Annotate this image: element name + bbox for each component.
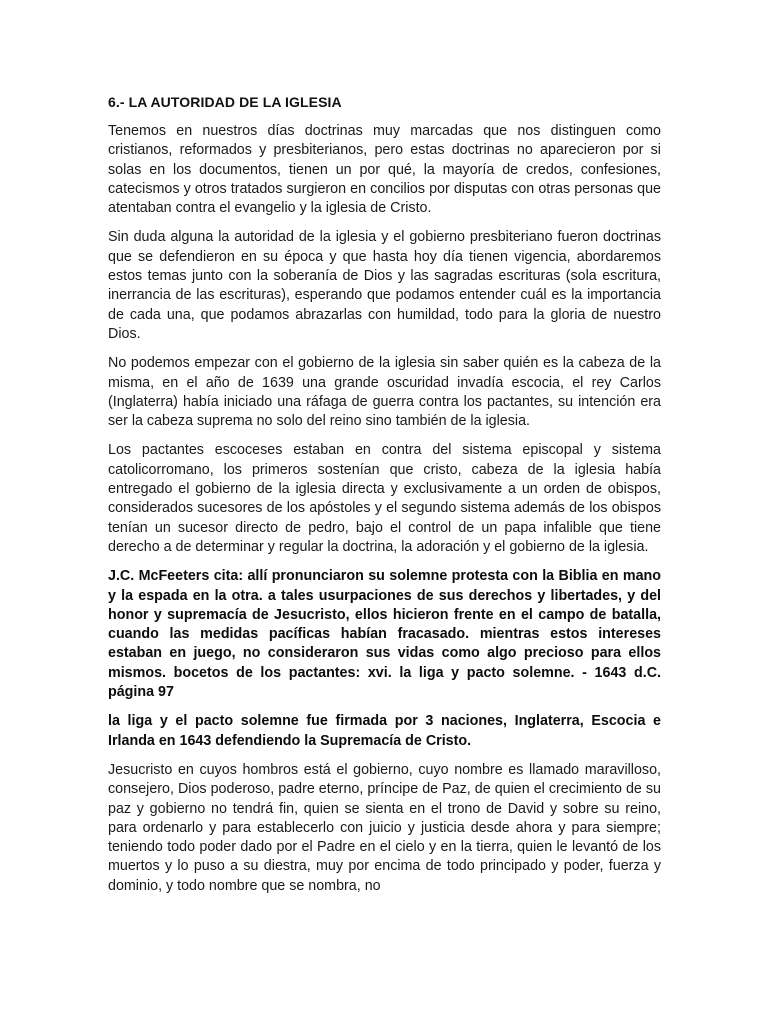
- paragraph-doctrines: Tenemos en nuestros días doctrinas muy marcadas que nos distinguen como cristianos, reformados y presbiterianos, pero estas doctrinas no aparecieron por si solas en los documentos, tienen un por qué, la mayoría de credos, confesiones, catecismos y otros tratados surgieron en concilios por disputas con otras personas que atentaban contra el evangelio y la iglesia de Cristo.: [108, 123, 661, 217]
- section-heading: 6.- LA AUTORIDAD DE LA IGLESIA: [108, 94, 342, 110]
- paragraph-covenanters: Los pactantes escoceses estaban en contra del sistema episcopal y sistema catolicorromano, los primeros sostenían que cristo, cabeza de la iglesia había entregado el gobierno de la iglesia directa y exclusivamente a un orden de obispos, considerados sucesores de los apóstoles y el segundo sistema además de los obispos tenían un sucesor directo de pedro, bajo el control de un papa infalible que tiene derecho a de determinar y regular la doctrina, la adoración y el gobierno de la iglesia.: [108, 442, 661, 555]
- document-page: [108, 92, 661, 906]
- paragraph-head-of-church: No podemos empezar con el gobierno de la iglesia sin saber quién es la cabeza de la misma, en el año de 1639 una grande oscuridad invadía escocia, el rey Carlos (Inglaterra) había iniciado una ráfaga de guerra contra los pactantes, su intención era ser la cabeza suprema no solo del reino sino también de la iglesia.: [108, 355, 661, 430]
- quote-mcfeeters: J.C. McFeeters cita: allí pronunciaron su solemne protesta con la Biblia en mano y la espada en la otra. a tales usurpaciones de sus derechos y libertades, y del honor y supremacía de Jesucristo, ellos hicieron frente en el campo de batalla, cuando las medidas pacíficas habían fracasado. mientras estos intereses estaban en juego, no consideraron sus vidas como algo precioso para ellos mismos. bocetos de los pactantes: xvi. la liga y pacto solemne. - 1643 d.C. página 97: [108, 568, 661, 701]
- paragraph-jesus-christ-government: Jesucristo en cuyos hombros está el gobierno, cuyo nombre es llamado maravilloso, consejero, Dios poderoso, padre eterno, príncipe de Paz, de quien el crecimiento de su paz y gobierno no tendrá fin, quien se sienta en el trono de David y sobre su reino, para ordenarlo y para establecerlo con juicio y justicia desde ahora y para siempre; teniendo todo poder dado por el Padre en el cielo y en la tierra, quien le levantó de los muertos y lo puso a su diestra, muy por encima de todo principado y poder, fuerza y dominio, y todo nombre que se nombra, no: [108, 761, 661, 894]
- paragraph-church-authority: Sin duda alguna la autoridad de la iglesia y el gobierno presbiteriano fueron doctrinas que se defendieron en su época y que hasta hoy día tienen vigencia, abordaremos estos temas junto con la soberanía de Dios y las sagradas escrituras (sola escritura, inerrancia de las escrituras), esperando que podamos entender cuál es la importancia de cada una, que podamos abrazarlas con humildad, todo para la gloria de nuestro Dios.: [108, 229, 661, 342]
- paragraph-solemn-league: la liga y el pacto solemne fue firmada por 3 naciones, Inglaterra, Escocia e Irlanda en 1643 defendiendo la Supremacía de Cristo.: [108, 713, 661, 749]
